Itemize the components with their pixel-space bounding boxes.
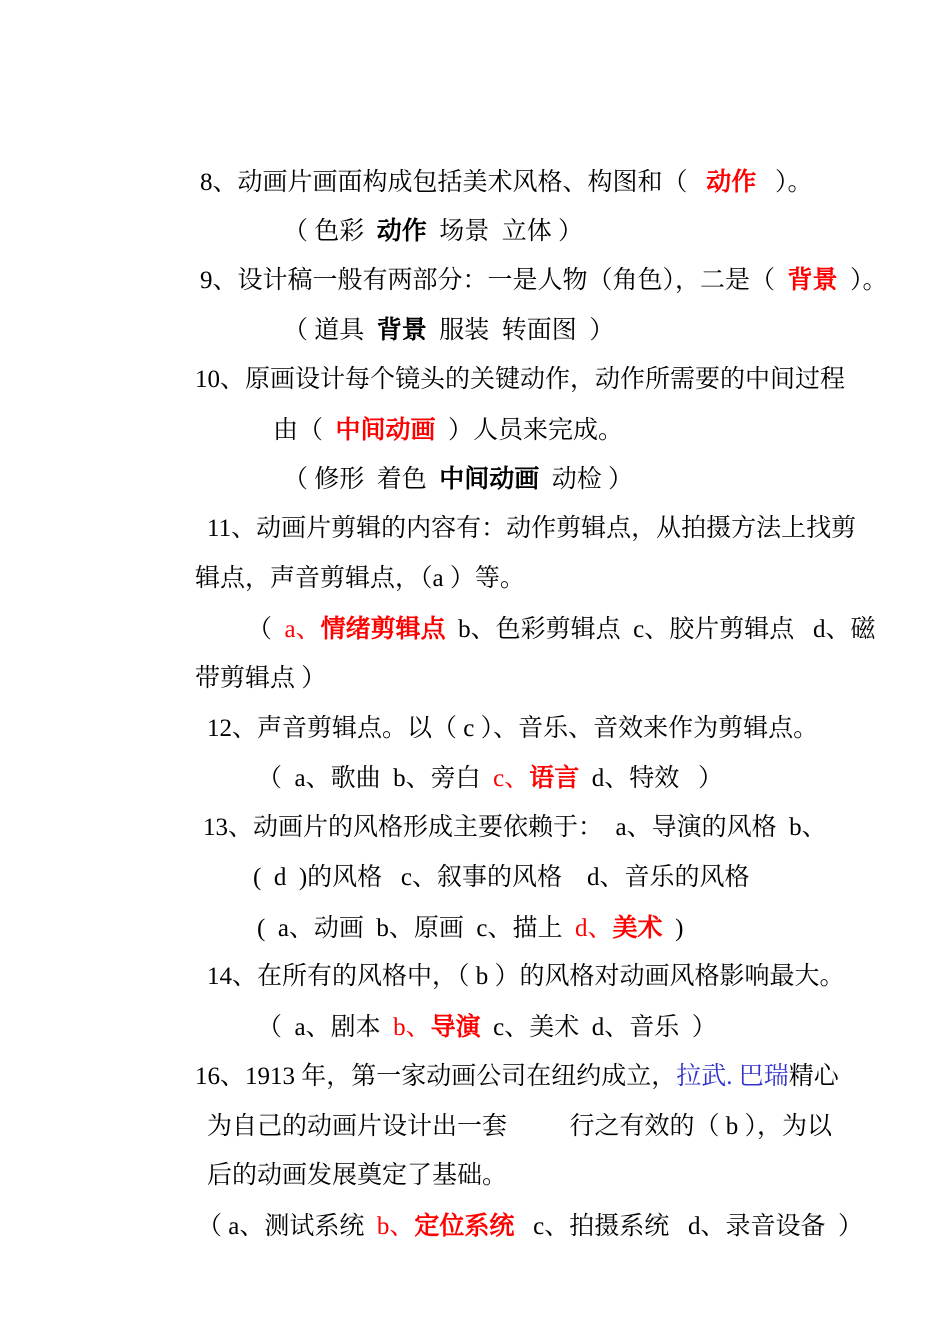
option-text: d、特效 ） (579, 765, 723, 792)
option-text: 服装 转面图 ） (426, 317, 615, 344)
question-text: 为自己的动画片设计出一套 行之有效的（ b ），为以 (207, 1113, 833, 1140)
option-text: ( a、动画 b、原画 c、描上 (257, 915, 576, 942)
question-9-options (258, 282, 615, 344)
question-text: 11、动画片剪辑的内容有：动作剪辑点，从拍摄方法上找剪 (207, 515, 857, 542)
question-text: 12、声音剪辑点。以（ c ）、音乐、音效来作为剪辑点。 (207, 715, 819, 742)
question-11-options (222, 581, 876, 643)
correct-option-letter: c、 (493, 765, 530, 792)
question-text: 辑点，声音剪辑点，（a ）等。 (195, 565, 525, 592)
person-name-highlight: 拉武. 巴瑞 (676, 1063, 789, 1090)
option-text: （ 色彩 (283, 218, 377, 245)
answer-highlight: 中间动画 (335, 416, 436, 444)
question-13-stem-line-1 (178, 780, 827, 841)
correct-option-letter: b、 (376, 1213, 415, 1240)
question-text: 14、在所有的风格中，（ b ）的风格对动画风格影响最大。 (207, 963, 845, 990)
question-text: ）。 (837, 267, 888, 294)
question-text: 精心 (788, 1063, 839, 1090)
question-14-stem (182, 929, 845, 990)
question-text: 13、动画片的风格形成主要依赖于： a、导演的风格 b、 (203, 814, 827, 841)
question-12-options (232, 730, 723, 792)
correct-option: 中间动画 (439, 465, 540, 493)
correct-option-letter: d、 (575, 915, 613, 942)
answer-highlight: 背景 (787, 266, 838, 294)
question-text: 8、动画片画面构成包括美术风格、构图和（ (200, 169, 707, 196)
correct-option-letter: a、 (284, 616, 321, 643)
option-text: ) (662, 915, 684, 942)
question-text: ）人员来完成。 (435, 417, 624, 444)
option-text: （ a、剧本 (257, 1014, 394, 1041)
answer-highlight: 美术 (612, 914, 663, 942)
option-text: （ a、测试系统 (197, 1213, 377, 1240)
option-text: （ 道具 (283, 317, 377, 344)
option-text: c、拍摄系统 d、录音设备 ） (514, 1213, 863, 1240)
correct-option-letter: b、 (393, 1014, 431, 1041)
answer-highlight: 动作 (706, 168, 757, 196)
correct-option: 背景 (376, 316, 427, 344)
option-text: 场景 立体 ） (426, 218, 584, 245)
question-10-options (258, 431, 634, 493)
question-text: 9、设计稿一般有两部分：一是人物（角色），二是（ (200, 267, 788, 294)
question-13-options (232, 880, 684, 942)
question-text: ( d )的风格 c、叙事的风格 d、音乐的风格 (253, 864, 750, 891)
question-11-options-cont (170, 631, 327, 692)
question-text: 10、原画设计每个镜头的关键动作，动作所需要的中间过程 (195, 366, 846, 393)
option-text: （ (247, 616, 285, 643)
option-text: （ 修形 着色 (283, 466, 440, 493)
option-text: b、色彩剪辑点 c、胶片剪辑点 d、磁 (445, 616, 876, 643)
question-8-stem (175, 134, 813, 196)
question-11-stem-line-2 (170, 531, 525, 592)
question-text: 由（ (273, 417, 336, 444)
answer-highlight: 情绪剪辑点 (320, 615, 446, 643)
question-16-options (172, 1178, 863, 1240)
option-text: 带剪辑点 ） (195, 665, 327, 692)
question-10-stem-line-1 (170, 332, 846, 393)
answer-highlight: 语言 (529, 764, 580, 792)
question-11-stem-line-1 (182, 481, 857, 542)
option-text: c、美术 d、音乐 ） (480, 1014, 717, 1041)
option-text: （ a、歌曲 b、旁白 (257, 765, 494, 792)
question-16-stem-line-2 (182, 1079, 833, 1140)
question-text: 16、1913 年，第一家动画公司在纽约成立， (195, 1063, 677, 1090)
question-8-options (258, 183, 584, 245)
option-text: 动检 ） (539, 466, 634, 493)
correct-option: 动作 (376, 217, 427, 245)
question-text: 后的动画发展奠定了基础。 (207, 1162, 508, 1189)
answer-highlight: 定位系统 (414, 1212, 515, 1240)
question-16-stem-line-1 (170, 1029, 839, 1090)
question-13-stem-line-2 (228, 830, 750, 891)
question-12-stem (182, 681, 819, 742)
answer-highlight: 导演 (430, 1013, 481, 1041)
question-10-stem-line-2 (248, 382, 624, 444)
question-16-stem-line-3 (182, 1128, 508, 1189)
question-14-options (232, 979, 717, 1041)
question-text: ）。 (756, 169, 813, 196)
question-9-stem (175, 232, 888, 294)
